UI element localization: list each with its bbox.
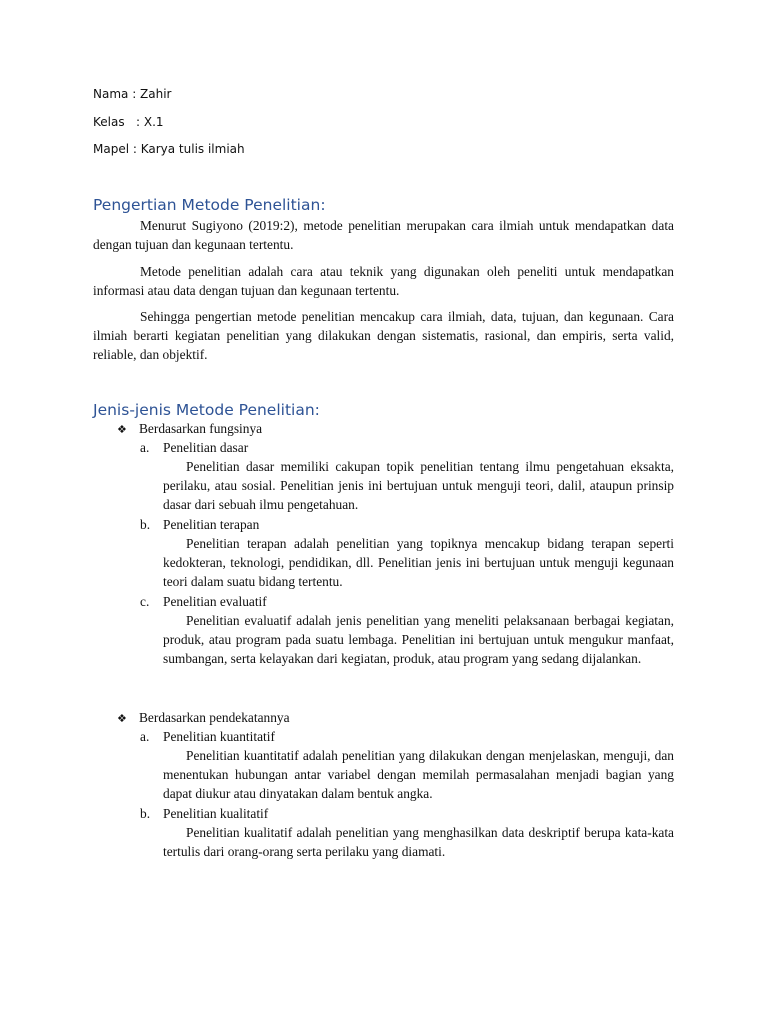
list-item-description: Penelitian kualitatif adalah penelitian yang menghasilkan data deskriptif berupa kata-kata tertulis dari orang-orang serta perilaku yang diamati. (163, 825, 674, 860)
item-title: Penelitian kuantitatif (163, 729, 275, 744)
bullet-title: Berdasarkan fungsinya (139, 421, 263, 436)
name-line: Nama : Zahir (93, 87, 172, 101)
class-line: Kelas : X.1 (93, 115, 164, 129)
section-heading-types: Jenis-jenis Metode Penelitian: (93, 401, 320, 419)
list-letter: a. (140, 729, 150, 744)
bullet-group-function (117, 419, 262, 439)
list-letter: a. (140, 440, 150, 455)
bullet-group-approach (117, 708, 290, 728)
paragraph-3: Sehingga pengertian metode penelitian mencakup cara ilmiah, data, tujuan, dan kegunaan. Cara ilmiah berarti kegiatan penelitian yang dilakukan dengan sistematis, rasional, dan empiris, serta valid, reliable, dan objektif. (93, 309, 674, 363)
list-item-title (140, 804, 268, 823)
list-item-description: Penelitian kuantitatif adalah penelitian yang dilakukan dengan menjelaskan, menguji, dan menentukan hubungan antar variabel dengan memilah permasalahan menjadi bagian yang dapat diukur atau dinyatakan dalam bentuk angka. (163, 748, 674, 802)
list-item-title (140, 438, 248, 457)
item-title: Penelitian dasar (163, 440, 249, 455)
list-item-description: Penelitian terapan adalah penelitian yang topiknya mencakup bidang terapan seperti kedokteran, teknologi, pendidikan, dll. Penelitian jenis ini bertujuan untuk menguji kegunaan teori dalam suatu bidang tertentu. (163, 536, 674, 590)
list-letter: c. (140, 594, 150, 609)
list-item-title (140, 727, 275, 746)
list-item-title (140, 515, 259, 534)
list-letter: b. (140, 806, 151, 821)
subject-line: Mapel : Karya tulis ilmiah (93, 142, 245, 156)
list-letter: b. (140, 517, 151, 532)
section-heading-definition: Pengertian Metode Penelitian: (93, 196, 326, 214)
paragraph-1: Menurut Sugiyono (2019:2), metode penelitian merupakan cara ilmiah untuk mendapatkan data dengan tujuan dan kegunaan tertentu. (93, 218, 674, 253)
item-title: Penelitian kualitatif (163, 806, 269, 821)
bullet-title: Berdasarkan pendekatannya (139, 710, 290, 725)
paragraph-2: Metode penelitian adalah cara atau teknik yang digunakan oleh peneliti untuk mendapatkan informasi atau data dengan tujuan dan kegunaan tertentu. (93, 264, 674, 299)
diamond-bullet-icon: ❖ (117, 712, 127, 725)
diamond-bullet-icon: ❖ (117, 423, 127, 436)
item-title: Penelitian terapan (163, 517, 260, 532)
list-item-description: Penelitian dasar memiliki cakupan topik penelitian tentang ilmu pengetahuan eksakta, perilaku, atau sosial. Penelitian jenis ini bertujuan untuk menguji teori, dalil, ataupun prinsip dasar dari sebuah ilmu pengetahuan. (163, 459, 674, 513)
item-title: Penelitian evaluatif (163, 594, 267, 609)
list-item-title (140, 592, 267, 611)
list-item-description: Penelitian evaluatif adalah jenis penelitian yang meneliti pelaksanaan berbagai kegiatan, produk, atau program pada suatu lembaga. Penelitian ini bertujuan untuk mengukur manfaat, sumbangan, serta kelayakan dari kegiatan, produk, atau program yang sedang dijalankan. (163, 613, 674, 667)
